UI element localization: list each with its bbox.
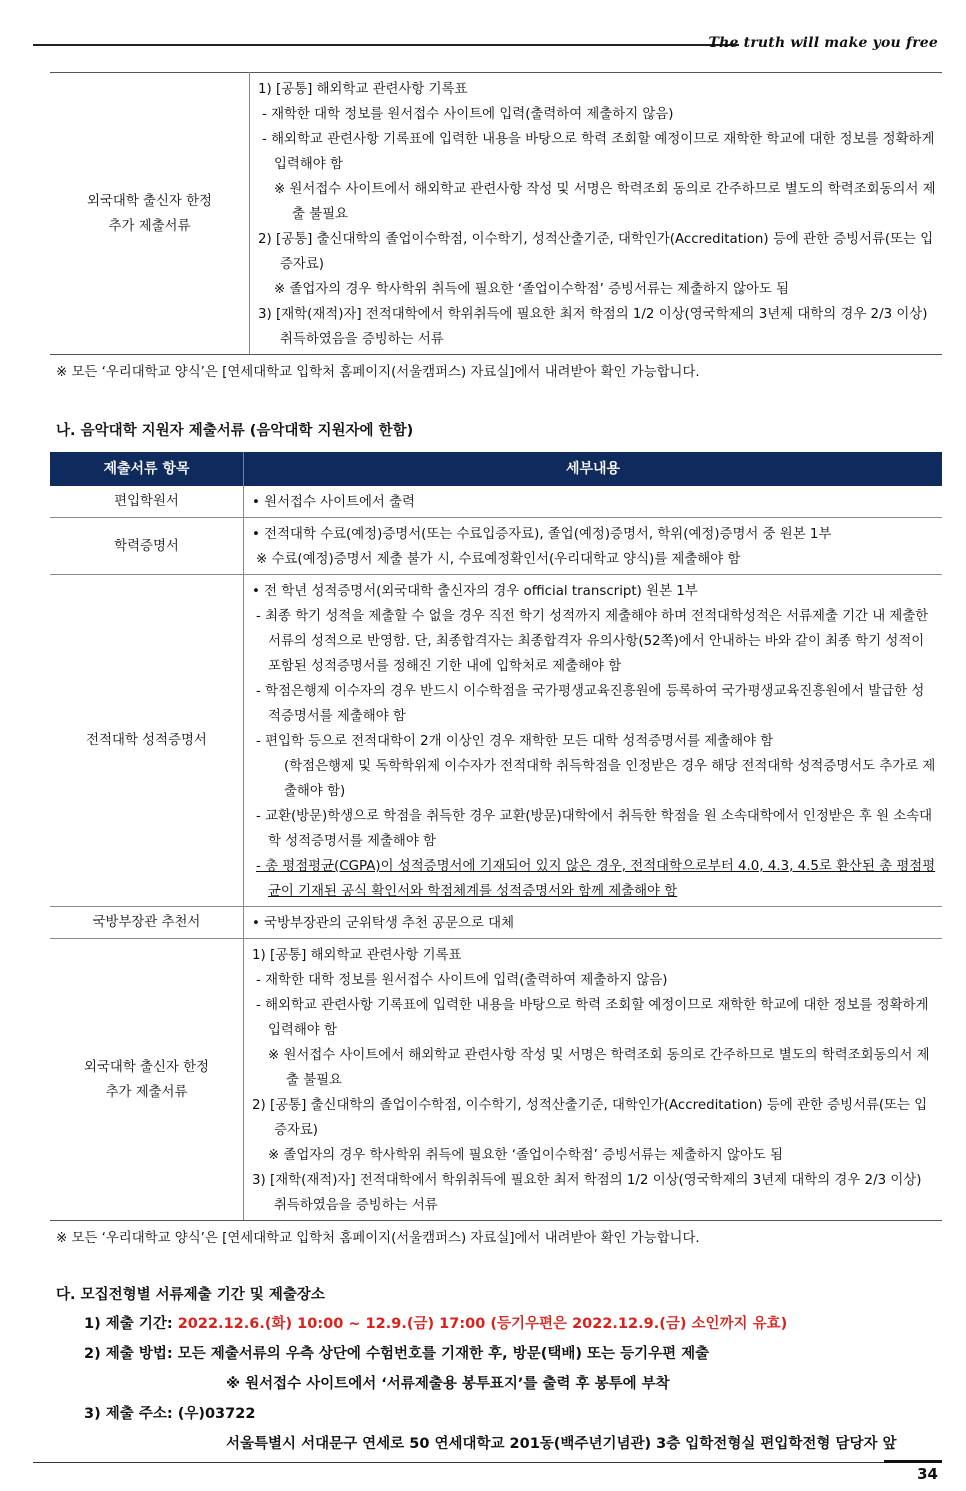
- row-category: [50, 486, 244, 518]
- category-line: 추가 제출서류: [108, 218, 191, 234]
- forms-note-2: ※ 모든 ‘우리대학교 양식’은 [연세대학교 입학처 홈페이지(서울캠퍼스) 자료실]에서 내려받아 확인 가능합니다.: [56, 1231, 700, 1246]
- header-detail: 세부내용: [244, 452, 943, 486]
- detail-line: • 전적대학 수료(예정)증명서(또는 수료입증자료), 졸업(예정)증명서, 학위(예정)증명서 중 원본 1부: [252, 527, 832, 542]
- forms-note: ※ 모든 ‘우리대학교 양식’은 [연세대학교 입학처 홈페이지(서울캠퍼스) 자료실]에서 내려받아 확인 가능합니다.: [56, 365, 700, 380]
- detail-line: - 해외학교 관련사항 기록표에 입력한 내용을 바탕으로 학력 조회할 예정이므로 재학한 학교에 대한 정보를 정확하게 입력해야 함: [262, 132, 935, 172]
- period-value: 2022.12.6.(화) 10:00 ~ 12.9.(금) 17:00 (등기우편은 2022.12.9.(금) 소인까지 유효): [177, 1316, 788, 1332]
- page-content: [50, 72, 942, 1459]
- row-detail: [250, 73, 943, 355]
- category-line: 외국대학 출신자 한정: [87, 193, 212, 209]
- row-category: [50, 939, 244, 1221]
- category-line: 학력증명서: [114, 538, 179, 554]
- detail-line: (학점은행제 및 독학학위제 이수자가 전적대학 취득학점을 인정받은 경우 해당 전적대학 성적증명서도 추가로 제출해야 함): [284, 759, 936, 799]
- address-postal: (우)03722: [177, 1406, 256, 1422]
- detail-line: ※ 원서접수 사이트에서 해외학교 관련사항 작성 및 서명은 학력조회 동의로 간주하므로 별도의 학력조회동의서 제출 불필요: [274, 182, 936, 222]
- submission-method: [84, 1339, 942, 1369]
- section-c-title: 다. 모집전형별 서류제출 기간 및 제출장소: [56, 1287, 325, 1303]
- row-detail: [244, 939, 943, 1221]
- detail-line: 2) [공통] 출신대학의 졸업이수학점, 이수학기, 성적산출기준, 대학인가(Accreditation) 등에 관한 증빙서류(또는 입증자료): [252, 1098, 928, 1138]
- method-value: 모든 제출서류의 우측 상단에 수험번호를 기재한 후, 방문(택배) 또는 등기우편 제출: [177, 1346, 710, 1362]
- table-row: [50, 73, 942, 355]
- detail-line: • 원서접수 사이트에서 출력: [252, 495, 415, 510]
- detail-line: 3) [재학(재적)자] 전적대학에서 학위취득에 필요한 최저 학점의 1/2 이상(영국학제의 3년제 대학의 경우 2/3 이상) 취득하였음을 증빙하는 서류: [252, 1173, 922, 1213]
- row-category: [50, 907, 244, 939]
- submission-address: [84, 1399, 942, 1429]
- footer-accent: [884, 1460, 942, 1463]
- detail-line: ※ 원서접수 사이트에서 해외학교 관련사항 작성 및 서명은 학력조회 동의로 간주하므로 별도의 학력조회동의서 제출 불필요: [268, 1048, 930, 1088]
- detail-line: • 전 학년 성적증명서(외국대학 출신자의 경우 official transcript) 원본 1부: [252, 584, 698, 599]
- category-line: 전적대학 성적증명서: [86, 733, 207, 748]
- row-category: [50, 73, 250, 355]
- detail-line: - 재학한 대학 정보를 원서접수 사이트에 입력(출력하여 제출하지 않음): [256, 973, 668, 988]
- detail-line: • 국방부장관의 군위탁생 추천 공문으로 대체: [252, 916, 515, 931]
- detail-line: - 재학한 대학 정보를 원서접수 사이트에 입력(출력하여 제출하지 않음): [262, 107, 674, 122]
- section-b-title: 나. 음악대학 지원자 제출서류 (음악대학 지원자에 한함): [56, 423, 414, 439]
- table-row: [50, 907, 942, 939]
- table-foreign-docs-continued: [50, 72, 942, 355]
- category-line: 추가 제출서류: [105, 1084, 188, 1100]
- address-line: 서울특별시 서대문구 연세로 50 연세대학교 201동(백주년기념관) 3층 입학전형실 편입학전형 담당자 앞: [226, 1436, 897, 1452]
- table-header-row: [50, 452, 942, 486]
- detail-line: - 학점은행제 이수자의 경우 반드시 이수학점을 국가평생교육진흥원에 등록하여 국가평생교육진흥원에서 발급한 성적증명서를 제출해야 함: [256, 684, 925, 724]
- detail-line: - 교환(방문)학생으로 학점을 취득한 경우 교환(방문)대학에서 취득한 학점을 원 소속대학에서 인정받은 후 원 소속대학 성적증명서를 제출해야 함: [256, 809, 933, 849]
- detail-line: - 편입학 등으로 전적대학이 2개 이상인 경우 재학한 모든 대학 성적증명서를 제출해야 함: [256, 734, 774, 749]
- detail-line: ※ 졸업자의 경우 학사학위 취득에 필요한 ‘졸업이수학점’ 증빙서류는 제출하지 않아도 됨: [274, 282, 790, 297]
- header-rule: [33, 44, 739, 46]
- page-number: 34: [917, 1465, 938, 1483]
- table-row: [50, 575, 942, 907]
- category-line: 편입학원서: [114, 494, 179, 509]
- category-line: 국방부장관 추천서: [92, 915, 201, 930]
- detail-line: 3) [재학(재적)자] 전적대학에서 학위취득에 필요한 최저 학점의 1/2 이상(영국학제의 3년제 대학의 경우 2/3 이상) 취득하였음을 증빙하는 서류: [258, 307, 928, 347]
- detail-line: ※ 수료(예정)증명서 제출 불가 시, 수료예정확인서(우리대학교 양식)를 제출해야 함: [256, 552, 741, 567]
- detail-line: 1) [공통] 해외학교 관련사항 기록표: [252, 948, 462, 963]
- footer-rule: [33, 1462, 942, 1463]
- table-row: [50, 486, 942, 518]
- submission-period: [84, 1309, 942, 1339]
- detail-line: 2) [공통] 출신대학의 졸업이수학점, 이수학기, 성적산출기준, 대학인가(Accreditation) 등에 관한 증빙서류(또는 입증자료): [258, 232, 934, 272]
- detail-line: - 해외학교 관련사항 기록표에 입력한 내용을 바탕으로 학력 조회할 예정이므로 재학한 학교에 대한 정보를 정확하게 입력해야 함: [256, 998, 929, 1038]
- row-detail: [244, 518, 943, 575]
- row-detail: [244, 907, 943, 939]
- detail-line: 1) [공통] 해외학교 관련사항 기록표: [258, 82, 468, 97]
- method-label: 2) 제출 방법:: [84, 1346, 173, 1362]
- category-line: 외국대학 출신자 한정: [84, 1059, 209, 1075]
- table-music-docs: [50, 452, 942, 1221]
- address-label: 3) 제출 주소:: [84, 1406, 173, 1422]
- row-detail: [244, 486, 943, 518]
- row-category: [50, 518, 244, 575]
- header-motto: The truth will make you free: [708, 35, 938, 51]
- header-category: 제출서류 항목: [50, 452, 244, 486]
- method-note: ※ 원서접수 사이트에서 ‘서류제출용 봉투표지’를 출력 후 봉투에 부착: [226, 1376, 670, 1392]
- row-detail: [244, 575, 943, 907]
- detail-line: - 최종 학기 성적을 제출할 수 없을 경우 직전 학기 성적까지 제출해야 하며 전적대학성적은 서류제출 기간 내 제출한 서류의 성적으로 반영함. 단, 최종합격자는 최종합격자 유의사항(52쪽)에서 안내하는 바와 같이 최종 학기 성적이 포함된 성적증명서를 정해진 기한 내에 입학처로 제출해야 함: [256, 609, 929, 674]
- table-row: [50, 939, 942, 1221]
- row-category: [50, 575, 244, 907]
- detail-line: - 총 평점평균(CGPA)이 성적증명서에 기재되어 있지 않은 경우, 전적대학으로부터 4.0, 4.3, 4.5로 환산된 총 평점평균이 기재된 공식 확인서와 학점체계를 성적증명서와 함께 제출해야 함: [256, 859, 936, 899]
- period-label: 1) 제출 기간:: [84, 1316, 173, 1332]
- table-row: [50, 518, 942, 575]
- detail-line: ※ 졸업자의 경우 학사학위 취득에 필요한 ‘졸업이수학점’ 증빙서류는 제출하지 않아도 됨: [268, 1148, 784, 1163]
